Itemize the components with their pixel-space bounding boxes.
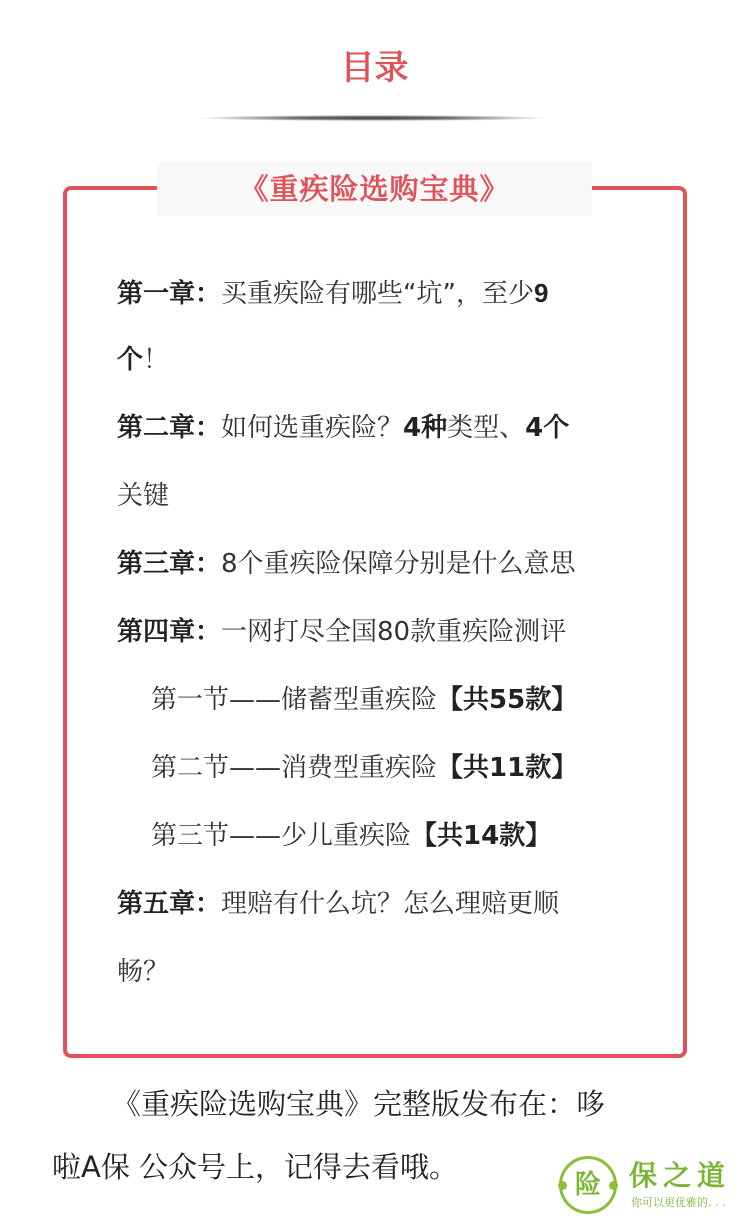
chapter-2-bold-b: 4个: [525, 413, 570, 443]
title-divider: [200, 115, 545, 121]
outro-line-2: 啦A保 公众号上，记得去看哦。: [52, 1150, 459, 1184]
toc-chapter-2: [117, 411, 569, 445]
toc-chapter-2-wrap: 关键: [117, 481, 170, 511]
toc-chapter-1: [117, 276, 548, 311]
toc-chapter-1-wrap: [117, 343, 169, 377]
chapter-4-label: 第四章：: [117, 617, 222, 647]
chapter-3-label: 第三章：: [117, 549, 222, 579]
toc-section-1: [151, 683, 577, 717]
chapter-1-text: 买重疾险有哪些“坑”，至少: [221, 279, 534, 309]
book-title: 《重疾险选购宝典》: [157, 162, 592, 216]
brand-logo: [553, 1150, 743, 1222]
chapter-1-wrap-rest: ！: [143, 345, 170, 375]
toc-chapter-5: [117, 887, 559, 921]
chapter-1-label: 第一章：: [117, 279, 222, 309]
logo-dot-icon: [558, 1181, 567, 1190]
toc-chapter-5-wrap: 畅？: [117, 957, 170, 987]
section-1-name: 第一节——储蓄型重疾险: [151, 685, 438, 715]
logo-dot-icon: [609, 1181, 618, 1190]
section-3-name: 第三节——少儿重疾险: [151, 821, 412, 851]
toc-section-3: [151, 819, 551, 853]
logo-badge-icon: [559, 1156, 617, 1214]
chapter-2-bold-a: 4种: [403, 413, 448, 443]
outro-line-1: 《重疾险选购宝典》完整版发布在：哆: [112, 1087, 606, 1121]
chapter-3-text: 8个重疾险保障分别是什么意思: [221, 549, 576, 579]
chapter-5-text: 理赔有什么坑？怎么理赔更顺: [221, 889, 560, 919]
section-2-count: 【共11款】: [437, 753, 578, 783]
section-3-count: 【共14款】: [411, 821, 552, 851]
toc-chapter-4: [117, 615, 566, 649]
logo-name: 保之道: [629, 1159, 732, 1192]
toc-chapter-3: [117, 547, 576, 581]
page-title: 目录: [340, 48, 409, 88]
logo-badge-text: 险: [574, 1170, 601, 1200]
chapter-5-label: 第五章：: [117, 889, 222, 919]
section-2-name: 第二节——消费型重疾险: [151, 753, 438, 783]
logo-slogan: 你可以更优雅的. . .: [631, 1196, 726, 1209]
chapter-2-text-b: 类型、: [447, 413, 526, 443]
chapter-2-label: 第二章：: [117, 413, 222, 443]
chapter-2-text-a: 如何选重疾险？: [221, 413, 404, 443]
toc-section-2: [151, 751, 577, 785]
chapter-1-wrap-bold: 个: [117, 345, 144, 375]
section-1-count: 【共55款】: [437, 685, 578, 715]
chapter-4-text: 一网打尽全国80款重疾险测评: [221, 617, 567, 647]
chapter-1-number: 9: [533, 278, 549, 308]
